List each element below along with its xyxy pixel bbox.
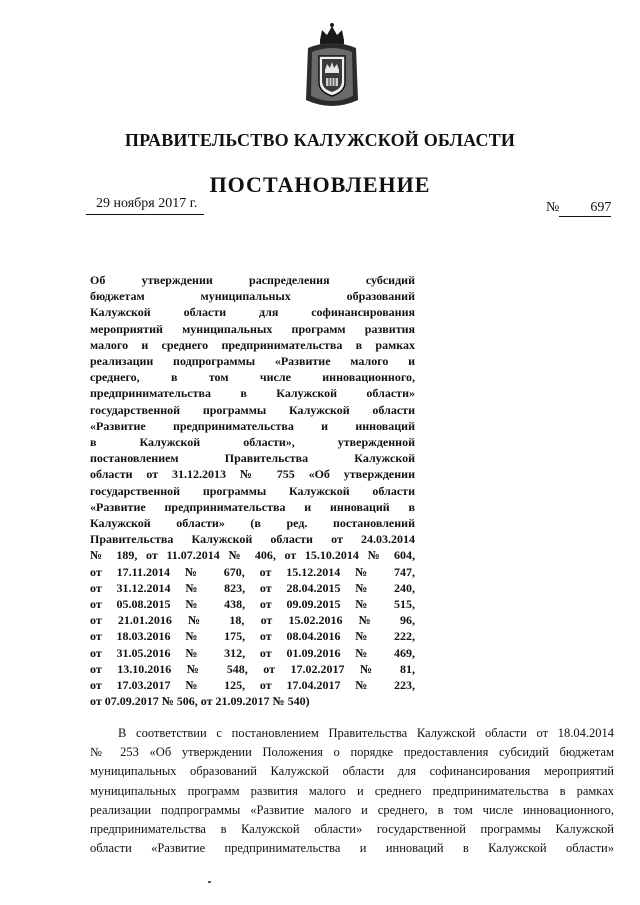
heading-line: от 18.03.2016 № 175, от 08.04.2016 № 222, bbox=[90, 629, 415, 644]
heading-line: Об утверждении распределения субсидий bbox=[90, 273, 415, 287]
heading-line: № 189, от 11.07.2014 № 406, от 15.10.2014 № 604, bbox=[90, 548, 415, 563]
heading-line: от 17.03.2017 № 125, от 17.04.2017 № 223, bbox=[90, 678, 415, 693]
heading-line: предпринимательства в Калужской области» bbox=[90, 386, 415, 401]
document-number bbox=[546, 200, 611, 217]
heading-line: от 17.11.2014 № 670, от 15.12.2014 № 747, bbox=[90, 564, 415, 579]
decree-body bbox=[90, 724, 614, 858]
date-underline bbox=[86, 214, 204, 215]
heading-line: мероприятий муниципальных программ развития bbox=[90, 321, 415, 336]
heading-line: реализации подпрограммы «Развитие малого и bbox=[90, 354, 415, 369]
heading-line: государственной программы Калужской области bbox=[90, 483, 415, 498]
heading-line: постановлением Правительства Калужской bbox=[90, 451, 415, 466]
heading-line: от 07.09.2017 № 506, от 21.09.2017 № 540) bbox=[90, 694, 310, 709]
heading-line: «Развитие предпринимательства и инноваций bbox=[90, 418, 415, 433]
heading-line: «Развитие предпринимательства и инноваций в bbox=[90, 499, 415, 514]
body-line: реализации подпрограммы «Развитие малого и среднего, в том числе инновационного, bbox=[90, 802, 614, 817]
document-type-title: ПОСТАНОВЛЕНИЕ bbox=[209, 172, 431, 197]
heading-line: Калужской области» (в ред. постановлений bbox=[90, 516, 415, 531]
heading-line: Калужской области для софинансирования bbox=[90, 305, 415, 320]
heading-line: Правительства Калужской области от 24.03.2014 bbox=[90, 532, 415, 547]
number-value: 697 bbox=[559, 200, 611, 217]
government-title: ПРАВИТЕЛЬСТВО КАЛУЖСКОЙ ОБЛАСТИ bbox=[124, 130, 516, 150]
scan-speck bbox=[208, 881, 211, 883]
document-date: 29 ноября 2017 г. bbox=[96, 196, 198, 211]
number-sign: № bbox=[546, 200, 560, 215]
body-line: предпринимательства в Калужской области» государственной программы Калужской bbox=[90, 822, 614, 837]
heading-line: среднего, в том числе инновационного, bbox=[90, 370, 415, 385]
body-line: № 253 «Об утверждении Положения о порядке предоставления субсидий бюджетам bbox=[90, 745, 614, 760]
heading-line: от 21.01.2016 № 18, от 15.02.2016 № 96, bbox=[90, 613, 415, 628]
heading-line: от 31.12.2014 № 823, от 28.04.2015 № 240, bbox=[90, 580, 415, 595]
heading-line: области от 31.12.2013 № 755 «Об утверждении bbox=[90, 467, 415, 482]
heading-line: бюджетам муниципальных образований bbox=[90, 289, 415, 304]
heading-line: государственной программы Калужской области bbox=[90, 402, 415, 417]
body-line: муниципальных образований Калужской области для софинансирования мероприятий bbox=[90, 764, 614, 779]
body-line: муниципальных программ развития малого и среднего предпринимательства в рамках bbox=[90, 783, 614, 798]
heading-line: от 31.05.2016 № 312, от 01.09.2016 № 469, bbox=[90, 645, 415, 660]
body-line: области «Развитие предпринимательства и инноваций в Калужской области» bbox=[90, 841, 614, 856]
heading-line: малого и среднего предпринимательства в рамках bbox=[90, 337, 415, 352]
body-line: В соответствии с постановлением Правительства Калужской области от 18.04.2014 bbox=[118, 726, 614, 740]
heading-line: от 05.08.2015 № 438, от 09.09.2015 № 515, bbox=[90, 597, 415, 612]
heading-line: от 13.10.2016 № 548, от 17.02.2017 № 81, bbox=[90, 661, 415, 676]
decree-heading bbox=[90, 272, 415, 709]
heading-line: в Калужской области», утвержденной bbox=[90, 435, 415, 450]
coat-of-arms-icon bbox=[298, 22, 366, 112]
